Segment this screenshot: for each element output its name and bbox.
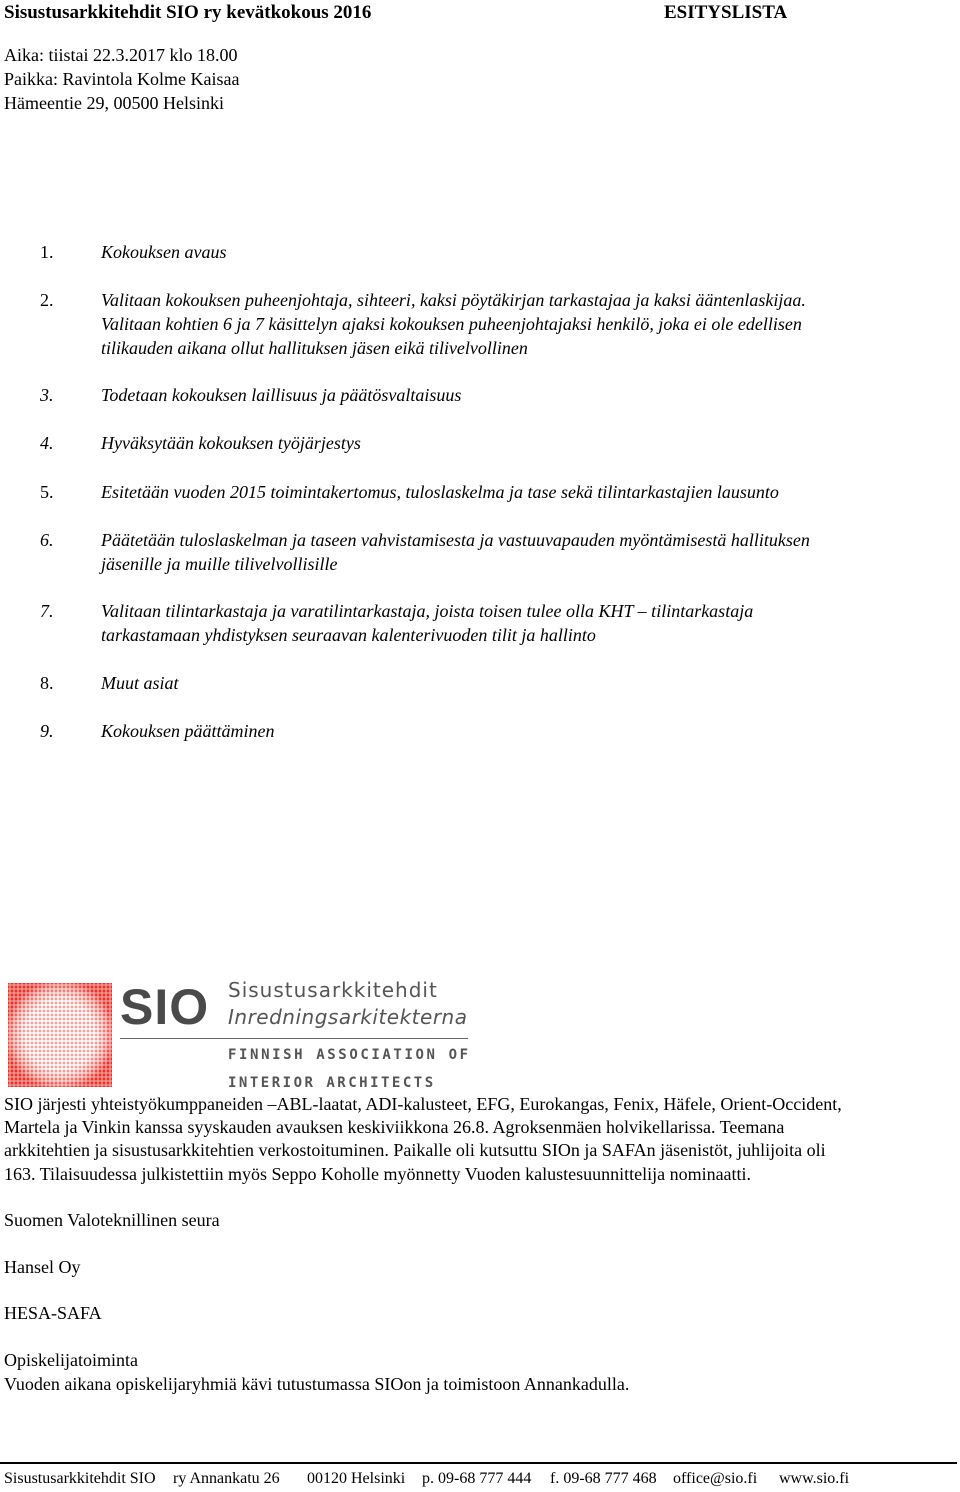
partner-valoteknillinen: Suomen Valoteknillinen seura	[4, 1210, 220, 1230]
partner-hesa-safa: HESA-SAFA	[4, 1303, 102, 1323]
agenda-item-number: 3.	[40, 385, 54, 405]
meeting-time: Aika: tiistai 22.3.2017 klo 18.00	[4, 45, 238, 65]
paragraph-line: Martela ja Vinkin kanssa syyskauden avauksen keskiviikkona 26.8. Agroksenmäen holvikellarissa. Teemana	[4, 1117, 785, 1137]
agenda-item-text: Valitaan tilintarkastaja ja varatilintarkastaja, joista toisen tulee olla KHT – tilintarkastaja	[101, 601, 754, 621]
sio-logo-acronym: SIO	[120, 979, 210, 1035]
student-activity-title: Opiskelijatoiminta	[4, 1350, 138, 1370]
agenda-item-text: Muut asiat	[101, 673, 179, 693]
agenda-item-text: Todetaan kokouksen laillisuus ja päätösvaltaisuus	[101, 385, 462, 405]
agenda-item-number: 2.	[40, 290, 54, 310]
agenda-item-number: 8.	[40, 673, 54, 693]
sio-logo-name-en-2: INTERIOR ARCHITECTS	[228, 1075, 436, 1091]
agenda-item-text: Hyväksytään kokouksen työjärjestys	[101, 433, 361, 453]
footer-postal: 00120 Helsinki	[307, 1470, 406, 1487]
agenda-item-number: 5.	[40, 482, 54, 502]
footer-divider	[0, 1462, 957, 1464]
sio-logo-divider	[120, 1038, 468, 1039]
sio-logo-name-sv: Inredningsarkitekterna	[228, 1005, 468, 1029]
partner-hansel: Hansel Oy	[4, 1257, 81, 1277]
agenda-item-number: 6.	[40, 530, 54, 550]
meeting-place: Paikka: Ravintola Kolme Kaisaa	[4, 69, 240, 89]
agenda-item-text: Päätetään tuloslaskelman ja taseen vahvistamisesta ja vastuuvapauden myöntämisestä hallituksen	[101, 530, 810, 550]
agenda-item-number: 9.	[40, 721, 54, 741]
agenda-item-number: 1.	[40, 242, 54, 262]
agenda-item-number: 7.	[40, 601, 54, 621]
footer-phone: p. 09-68 777 444	[422, 1470, 532, 1487]
student-activity-text: Vuoden aikana opiskelijaryhmiä kävi tutustumassa SIOon ja toimistoon Annankadulla.	[4, 1374, 630, 1394]
meeting-title: Sisustusarkkitehdit SIO ry kevätkokous 2016	[4, 2, 372, 23]
paragraph-line: 163. Tilaisuudessa julkistettiin myös Seppo Koholle myönnetty Vuoden kalustesuunnittelija nominaatti.	[4, 1164, 752, 1184]
agenda-item-text: Valitaan kohtien 6 ja 7 käsittelyn ajaksi kokouksen puheenjohtajaksi henkilö, joka ei ole edellisen	[101, 314, 802, 334]
footer-org: Sisustusarkkitehdit SIO	[4, 1470, 156, 1487]
agenda-item-text: Valitaan kokouksen puheenjohtaja, sihteeri, kaksi pöytäkirjan tarkastajaa ja kaksi ääntenlaskijaa.	[101, 290, 806, 310]
agenda-item-number: 4.	[40, 433, 54, 453]
agenda-item-text: Esitetään vuoden 2015 toimintakertomus, tuloslaskelma ja tase sekä tilintarkastajien lausunto	[101, 482, 779, 502]
paragraph-line: SIO järjesti yhteistyökumppaneiden –ABL-laatat, ADI-kalusteet, EFG, Eurokangas, Fenix, Häfele, Orient-Occident,	[4, 1094, 842, 1114]
sio-logo-name-fi: Sisustusarkkitehdit	[228, 978, 438, 1002]
footer-address: ry Annankatu 26	[173, 1470, 280, 1487]
meeting-address: Hämeentie 29, 00500 Helsinki	[4, 93, 224, 113]
agenda-item-text: jäsenille ja muille tilivelvollisille	[101, 554, 338, 574]
footer-fax: f. 09-68 777 468	[550, 1470, 657, 1487]
document-type: ESITYSLISTA	[664, 2, 788, 23]
footer-web-link[interactable]: www.sio.fi	[779, 1470, 850, 1487]
agenda-item-text: tarkastamaan yhdistyksen seuraavan kalenterivuoden tilit ja hallinto	[101, 625, 596, 645]
agenda-item-text: tilikauden aikana ollut hallituksen jäsen eikä tilivelvollinen	[101, 338, 528, 358]
footer-email-link[interactable]: office@sio.fi	[673, 1470, 758, 1487]
agenda-item-text: Kokouksen avaus	[101, 242, 227, 262]
paragraph-line: arkkitehtien ja sisustusarkkitehtien verkostoituminen. Paikalle oli kutsuttu SIOn ja SAFAn jäsenistöt, juhlijoita oli	[4, 1140, 826, 1160]
sio-logo-name-en-1: FINNISH ASSOCIATION OF	[228, 1047, 471, 1063]
agenda-item-text: Kokouksen päättäminen	[101, 721, 275, 741]
